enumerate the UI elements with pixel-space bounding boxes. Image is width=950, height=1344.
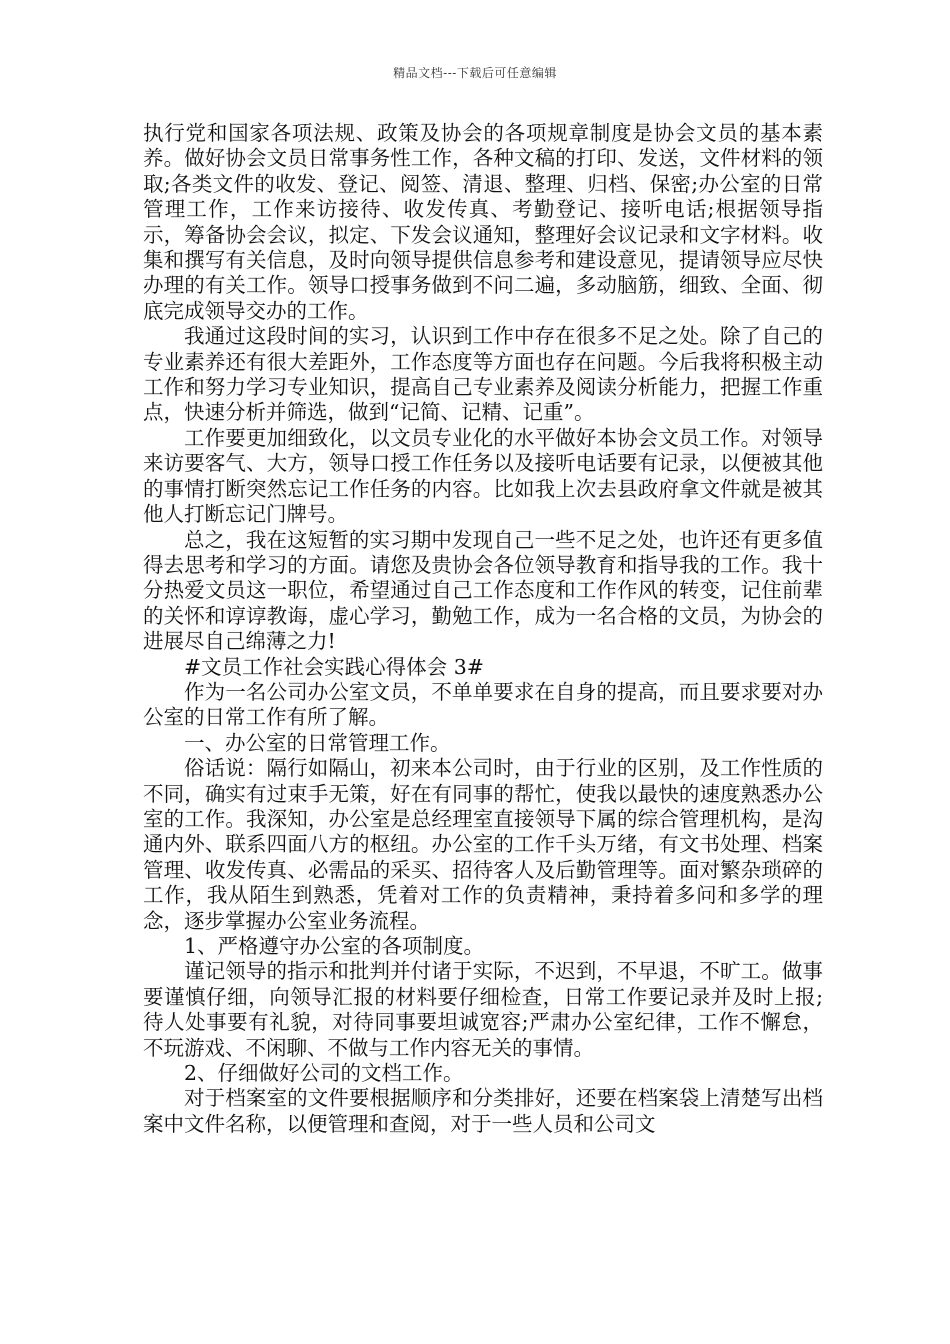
subsection-heading: 1、严格遵守办公室的各项制度。 xyxy=(184,934,485,958)
paragraph: 对于档案室的文件要根据顺序和分类排好，还要在档案袋上清楚写出档案中文件名称，以便管理和查阅，对于一些人员和公司文 xyxy=(143,1086,823,1136)
section-heading: #文员工作社会实践心得体会 3# xyxy=(184,654,484,679)
paragraph: 作为一名公司办公室文员，不单单要求在自身的提高，而且要求要对办公室的日常工作有所了解。 xyxy=(143,679,823,730)
paragraph: 总之，我在这短暂的实习期中发现自己一些不足之处，也许还有更多值得去思考和学习的方面。请您及贵协会各位领导教育和指导我的工作。我十分热爱文员这一职位，希望通过自己工作态度和工作作风的转变，记住前辈的关怀和谆谆教诲，虚心学习，勤勉工作，成为一名合格的文员，为协会的进展尽自己绵薄之力! xyxy=(143,527,823,654)
section-heading: 一、办公室的日常管理工作。 xyxy=(184,730,451,755)
paragraph: 执行党和国家各项法规、政策及协会的各项规章制度是协会文员的基本素养。做好协会文员日常事务性工作，各种文稿的打印、发送，文件材料的领取;各类文件的收发、登记、阅签、清退、整理、归档、保密;办公室的日常管理工作，工作来访接待、收发传真、考勤登记、接听电话;根据领导指示，筹备协会会议，拟定、下发会议通知，整理好会议记录和文字材料。收集和撰写有关信息，及时向领导提供信息参考和建设意见，提请领导应尽快办理的有关工作。领导口授事务做到不问二遍，多动脑筋，细致、全面、彻底完成领导交办的工作。 xyxy=(143,121,823,323)
paragraph: 俗话说：隔行如隔山，初来本公司时，由于行业的区别，及工作性质的不同，确实有过束手无策，好在有同事的帮忙，使我以最快的速度熟悉办公室的工作。我深知，办公室是总经理室直接领导下属的综合管理机构，是沟通内外、联系四面八方的枢纽。办公室的工作千头万绪，有文书处理、档案管理、收发传真、必需品的采买、招待客人及后勤管理等。面对繁杂琐碎的工作，我从陌生到熟悉，凭着对工作的负责精神，秉持着多问和多学的理念，逐步掌握办公室业务流程。 xyxy=(143,756,823,933)
page-header: 精品文档---下载后可任意编辑 xyxy=(393,66,557,80)
paragraph: 我通过这段时间的实习，认识到工作中存在很多不足之处。除了自己的专业素养还有很大差距外，工作态度等方面也存在问题。今后我将积极主动工作和努力学习专业知识，提高自己专业素养及阅读分析能力，把握工作重点，快速分析并筛选，做到“记简、记精、记重”。 xyxy=(143,324,823,425)
paragraph: 工作要更加细致化，以文员专业化的水平做好本协会文员工作。对领导来访要客气、大方，领导口授工作任务以及接听电话要有记录，以便被其他的事情打断突然忘记工作任务的内容。比如我上次去县政府拿文件就是被其他人打断忘记门牌号。 xyxy=(143,425,823,527)
subsection-heading: 2、仔细做好公司的文档工作。 xyxy=(184,1061,464,1086)
document-body xyxy=(143,121,823,1137)
paragraph: 谨记领导的指示和批判并付诸于实际，不迟到，不早退，不旷工。做事要谨慎仔细，向领导汇报的材料要仔细检查，日常工作要记录并及时上报;待人处事要有礼貌，对待同事要坦诚宽容;严肃办公室纪律，工作不懈怠，不玩游戏、不闲聊、不做与工作内容无关的事情。 xyxy=(143,959,823,1060)
